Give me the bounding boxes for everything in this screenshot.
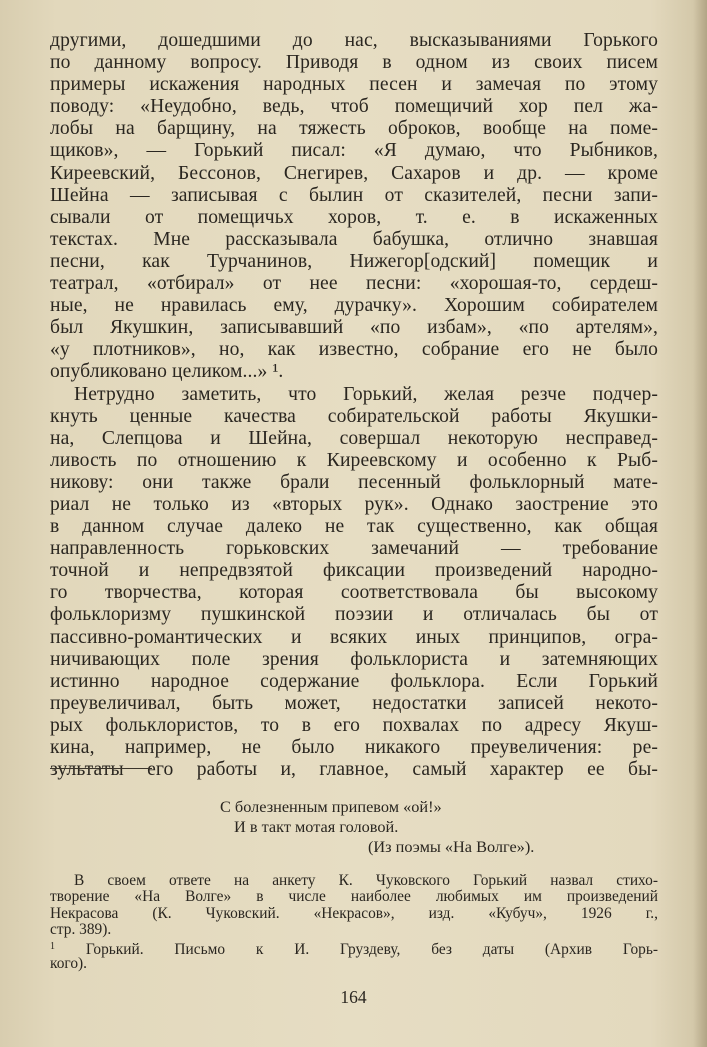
text-line: кина, например, не было никакого преувеличения: ре- bbox=[50, 737, 658, 758]
text-line: примеры искажения народных песен и замечая по этому bbox=[50, 74, 658, 96]
text-line: направленность горьковских замечаний — требование bbox=[50, 538, 658, 560]
text-line: по данному вопросу. Приводя в одном из своих писем bbox=[50, 52, 658, 74]
page-number: 164 bbox=[340, 987, 367, 1007]
text-line: истинно народное содержание фольклора. Если Горький bbox=[50, 670, 658, 692]
footnote-separator bbox=[50, 768, 152, 769]
text-line: пассивно-романтических и всяких иных принципов, огра- bbox=[50, 626, 658, 648]
text-line: поводу: «Неудобно, ведь, чтоб помещичий хор пел жа- bbox=[50, 96, 658, 118]
poem-line: С болезненным припевом «ой!» bbox=[220, 797, 442, 816]
text-line: никову: они также брали песенный фольклорный мате- bbox=[50, 471, 658, 493]
text-line: ничивающих поле зрения фольклориста и затемняющих bbox=[50, 648, 658, 670]
note-line: Некрасова (К. Чуковский. «Некрасов», изд. «Кубуч», 1926 г., bbox=[50, 904, 658, 922]
text-line: сывали от помещичьх хоров, т. е. в искаженных bbox=[50, 206, 658, 228]
footnote bbox=[50, 939, 658, 972]
text-line: театрал, «отбирал» от нее песни: «хорошая-то, сердеш- bbox=[50, 273, 658, 295]
page-edge-shadow bbox=[693, 0, 707, 1047]
text-line: «у плотников», но, как известно, собрание его не было bbox=[50, 339, 658, 361]
poem-line: И в такт мотая головой. bbox=[234, 817, 399, 836]
text-line: го творчества, которая соответствовала бы высокому bbox=[50, 582, 658, 604]
text-line: был Якушкин, записывавший «по избам», «по артелям», bbox=[50, 317, 658, 339]
text-line: другими, дошедшими до нас, высказываниями Горького bbox=[50, 30, 658, 51]
text-line: зультаты его работы и, главное, самый характер ее бы- bbox=[50, 759, 658, 781]
text-line: на, Слепцова и Шейна, совершал некоторую несправед- bbox=[50, 427, 658, 449]
text-line: фольклоризму пушкинской поэзии и отличалась бы от bbox=[50, 604, 658, 626]
text-line: щиков», — Горький писал: «Я думаю, что Рыбников, bbox=[50, 140, 658, 162]
text-line: кнуть ценные качества собирательской работы Якушки- bbox=[50, 405, 658, 427]
main-text bbox=[50, 30, 658, 781]
editorial-note bbox=[50, 873, 658, 938]
text-line: преувеличивал, быть может, недостатки записей некото- bbox=[50, 692, 658, 714]
footnote-line bbox=[50, 939, 658, 956]
text-line: текстах. Мне рассказывала бабушка, отлично знавшая bbox=[50, 228, 658, 250]
text-line: ные, не нравилась ему, дурачку». Хорошим собирателем bbox=[50, 295, 658, 317]
footnote-mark: 1 bbox=[50, 941, 55, 952]
text-line: опубликовано целиком...» ¹. bbox=[50, 361, 284, 383]
text-line: песни, как Турчанинов, Нижегор[одский] помещик и bbox=[50, 250, 658, 272]
text-line: Шейна — записывая с былин от сказителей, песни запи- bbox=[50, 184, 658, 206]
note-line: стр. 389). bbox=[50, 920, 112, 938]
text-line: лобы на барщину, на тяжесть оброков, вообще на поме- bbox=[50, 118, 658, 140]
text-line: рых фольклористов, то в его похвалах по адресу Якуш- bbox=[50, 714, 658, 736]
text-line: риал не только из «вторых рук». Однако заострение это bbox=[50, 493, 658, 515]
footnote-line: кого). bbox=[50, 954, 87, 972]
text-line: ливость по отношению к Киреевскому и особенно к Рыб- bbox=[50, 449, 658, 471]
text-line: в данном случае далеко не так существенно, как общая bbox=[50, 516, 658, 538]
poem-quote bbox=[50, 797, 658, 857]
text-line: Нетрудно заметить, что Горький, желая резче подчер- bbox=[74, 383, 658, 405]
note-line: творение «На Волге» в числе наиболее любимых им произведений bbox=[50, 888, 658, 906]
footnote-text: Горький. Письмо к И. Груздеву, без даты (Архив Горь- bbox=[85, 941, 658, 958]
text-line: Киреевский, Бессонов, Снегирев, Сахаров и др. — кроме bbox=[50, 162, 658, 184]
poem-source: (Из поэмы «На Волге»). bbox=[368, 837, 535, 856]
text-line: точной и непредвзятой фиксации произведений народно- bbox=[50, 560, 658, 582]
note-line: В своем ответе на анкету К. Чуковского Горький назвал стихо- bbox=[74, 872, 658, 889]
